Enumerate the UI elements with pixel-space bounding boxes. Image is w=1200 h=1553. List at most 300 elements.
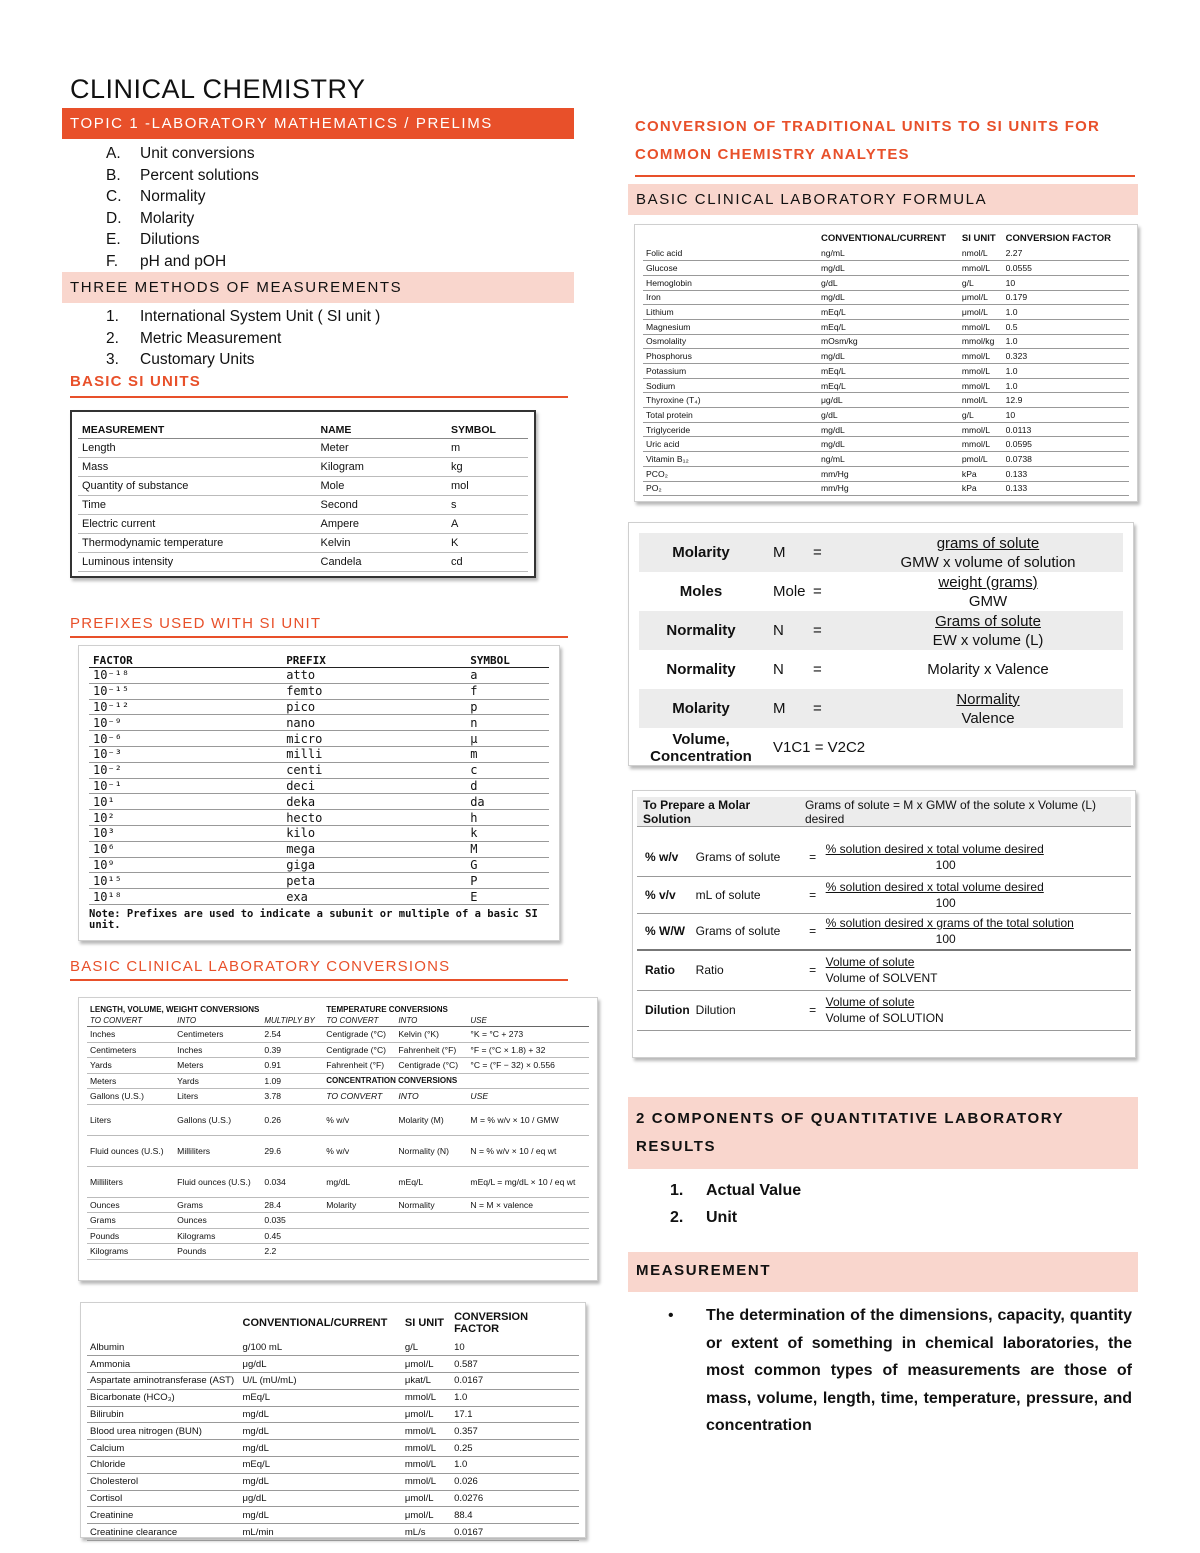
topic-item xyxy=(70,208,550,230)
table-row xyxy=(78,553,528,572)
column-header xyxy=(87,1307,240,1339)
numerator: % solution desired x total volume desired xyxy=(825,879,1044,894)
table-cell: Length xyxy=(78,439,317,458)
table-cell xyxy=(467,1228,589,1244)
table-cell: 0.026 xyxy=(451,1473,579,1490)
table-cell: 10² xyxy=(89,810,282,826)
table-cell: g/L xyxy=(959,408,1003,423)
table-row xyxy=(643,481,1129,496)
table-cell: Triglyceride xyxy=(643,422,818,437)
table-row xyxy=(87,1373,579,1390)
table-cell: μg/dL xyxy=(240,1490,402,1507)
table-cell: % w/v xyxy=(323,1104,395,1135)
table-cell: 10¹ xyxy=(89,794,282,810)
table-cell: Pounds xyxy=(174,1244,261,1260)
table-cell: 1.0 xyxy=(451,1457,579,1474)
formula-fraction xyxy=(853,533,1123,572)
percent-row xyxy=(637,839,1131,876)
table-row xyxy=(87,1058,589,1074)
basic-si-heading: BASIC SI UNITS xyxy=(70,373,568,398)
list-marker: 2. xyxy=(670,1209,684,1226)
formula-card xyxy=(628,522,1134,766)
column-header xyxy=(643,231,818,246)
table-cell: 0.0595 xyxy=(1003,437,1129,452)
table-cell: TO CONVERT xyxy=(323,1089,395,1105)
formula-row xyxy=(639,728,1123,766)
table-row xyxy=(87,1423,579,1440)
table-cell: μg/dL xyxy=(240,1356,402,1373)
table-cell: Ammonia xyxy=(87,1356,240,1373)
table-cell: 0.035 xyxy=(261,1213,323,1229)
table-cell: 10⁻² xyxy=(89,762,282,778)
table-cell: μmol/L xyxy=(402,1507,451,1524)
table-cell: °F = (°C × 1.8) + 32 xyxy=(467,1042,589,1058)
table-cell: Hemoglobin xyxy=(643,275,818,290)
denominator: GMW xyxy=(968,592,1008,610)
table-cell: nmol/L xyxy=(959,393,1003,408)
table-cell: Kelvin xyxy=(317,534,448,553)
list-marker: B. xyxy=(106,166,121,184)
table-cell: μmol/L xyxy=(402,1356,451,1373)
table-row xyxy=(78,515,528,534)
components-list xyxy=(670,1177,1110,1231)
table-cell: hecto xyxy=(282,810,466,826)
method-item xyxy=(70,306,550,328)
denominator: 100 xyxy=(935,932,956,947)
prefixes-heading: PREFIXES USED WITH SI UNIT xyxy=(70,615,568,638)
component-item xyxy=(670,1204,1110,1231)
table-cell xyxy=(323,1213,395,1229)
table-cell: mm/Hg xyxy=(818,466,959,481)
table-cell: Lithium xyxy=(643,305,818,320)
table-cell: Milliliters xyxy=(174,1135,261,1166)
list-text: Dilutions xyxy=(140,231,200,248)
formula-name: Moles xyxy=(679,583,723,600)
table-cell: p xyxy=(466,699,549,715)
table-cell: exa xyxy=(282,889,466,905)
table-cell: mEq/L = mg/dL × 10 / eq wt xyxy=(467,1166,589,1197)
table-cell: femto xyxy=(282,683,466,699)
list-marker: 3. xyxy=(106,351,119,368)
table-cell: 0.0167 xyxy=(451,1373,579,1390)
table-row xyxy=(643,305,1129,320)
table-cell: 2.27 xyxy=(1003,246,1129,261)
table-cell: μ xyxy=(466,731,549,747)
topic-item xyxy=(70,186,550,208)
table-row xyxy=(643,364,1129,379)
numerator: Grams of solute xyxy=(935,612,1041,630)
table-cell: deka xyxy=(282,794,466,810)
table-cell: Bicarbonate (HCO₃) xyxy=(87,1389,240,1406)
table-row xyxy=(78,458,528,477)
column-header: MEASUREMENT xyxy=(78,422,317,439)
table-row xyxy=(87,1457,579,1474)
table-cell: mmol/L xyxy=(959,349,1003,364)
table-cell: kPa xyxy=(959,466,1003,481)
table-cell: s xyxy=(447,496,528,515)
table-cell: 10⁻⁶ xyxy=(89,731,282,747)
table-cell: Magnesium xyxy=(643,319,818,334)
table-row xyxy=(87,1356,579,1373)
table-cell: Molarity xyxy=(323,1197,395,1213)
percent-row xyxy=(637,990,1131,1030)
percent-lhs: mL of solute xyxy=(690,876,800,913)
table-row xyxy=(89,668,549,684)
table-cell: M xyxy=(466,841,549,857)
table-cell xyxy=(467,1244,589,1260)
table-cell: f xyxy=(466,683,549,699)
column-header: TO CONVERT xyxy=(323,1015,395,1027)
formula-fraction xyxy=(853,611,1123,650)
table-cell: μkat/L xyxy=(402,1373,451,1390)
table-cell: Fahrenheit (°F) xyxy=(395,1042,467,1058)
equals-sign: = xyxy=(800,839,826,876)
table-row xyxy=(643,466,1129,481)
table-cell: USE xyxy=(467,1089,589,1105)
list-text: Unit xyxy=(706,1209,738,1226)
table-cell: milli xyxy=(282,746,466,762)
table-cell: μg/dL xyxy=(818,393,959,408)
table-cell: Fluid ounces (U.S.) xyxy=(174,1166,261,1197)
table-cell: Creatinine xyxy=(87,1507,240,1524)
table-cell: Ampere xyxy=(317,515,448,534)
component-item xyxy=(670,1177,1110,1204)
table-cell: mmol/L xyxy=(959,422,1003,437)
molar-label: To Prepare a Molar Solution xyxy=(643,797,751,826)
measurement-heading: MEASUREMENT xyxy=(628,1252,1138,1292)
prefix-table-card xyxy=(78,645,560,941)
table-cell: 3.78 xyxy=(261,1089,323,1105)
basic-si-table xyxy=(78,422,528,572)
list-text: Normality xyxy=(140,188,206,205)
section-title: LENGTH, VOLUME, WEIGHT CONVERSIONS xyxy=(90,1005,260,1014)
formula-name: Molarity xyxy=(639,689,763,728)
table-cell: N = M × valence xyxy=(467,1197,589,1213)
table-row xyxy=(87,1073,589,1089)
table-cell: mEq/L xyxy=(395,1166,467,1197)
table-row xyxy=(87,1213,589,1229)
table-cell: 0.179 xyxy=(1003,290,1129,305)
table-cell: 0.323 xyxy=(1003,349,1129,364)
table-cell: Milliliters xyxy=(87,1166,174,1197)
percent-fraction xyxy=(826,876,1131,913)
table-cell: Thermodynamic temperature xyxy=(78,534,317,553)
table-cell: 10⁶ xyxy=(89,841,282,857)
table-cell: mmol/L xyxy=(402,1423,451,1440)
table-cell: n xyxy=(466,715,549,731)
table-row xyxy=(643,334,1129,349)
table-row xyxy=(87,1089,589,1105)
formula-fraction xyxy=(853,650,1123,689)
list-text: Unit conversions xyxy=(140,145,255,162)
table-cell: Quantity of substance xyxy=(78,477,317,496)
table-cell: 10⁻³ xyxy=(89,746,282,762)
table-row xyxy=(89,794,549,810)
list-text: Percent solutions xyxy=(140,166,259,184)
table-cell: 10¹⁸ xyxy=(89,889,282,905)
table-cell: 1.0 xyxy=(1003,364,1129,379)
formula-symbol: N xyxy=(773,661,784,678)
formula-row xyxy=(639,689,1123,728)
table-cell: giga xyxy=(282,857,466,873)
table-cell: N = % w/v × 10 / eq wt xyxy=(467,1135,589,1166)
numerator: Volume of solute xyxy=(825,995,915,1009)
table-row xyxy=(89,841,549,857)
percent-row xyxy=(637,950,1131,990)
table-cell: g/L xyxy=(402,1339,451,1356)
table-cell: 0.0167 xyxy=(451,1524,579,1541)
list-marker: 2. xyxy=(106,329,119,347)
table-cell: Blood urea nitrogen (BUN) xyxy=(87,1423,240,1440)
formula-name: Volume, Concentration xyxy=(650,730,752,765)
prefix-table xyxy=(89,654,549,905)
topic-item xyxy=(70,251,550,273)
percent-name: % v/v xyxy=(637,876,690,913)
table-cell: Centigrade (°C) xyxy=(395,1058,467,1074)
table-cell: μmol/L xyxy=(402,1406,451,1423)
table-cell: U/L (mU/mL) xyxy=(240,1373,402,1390)
table-cell: mmol/L xyxy=(402,1440,451,1457)
table-cell: 0.5 xyxy=(1003,319,1129,334)
table-cell: 0.587 xyxy=(451,1356,579,1373)
table-cell: mEq/L xyxy=(818,305,959,320)
table-cell: G xyxy=(466,857,549,873)
table-cell: K xyxy=(447,534,528,553)
table-cell xyxy=(395,1244,467,1260)
table-cell: micro xyxy=(282,731,466,747)
formula-name: Normality xyxy=(639,611,763,650)
list-marker: F. xyxy=(106,252,119,270)
table-cell: Sodium xyxy=(643,378,818,393)
table-cell: 0.25 xyxy=(451,1440,579,1457)
table-cell: mmol/L xyxy=(959,261,1003,276)
table-cell: 0.39 xyxy=(261,1042,323,1058)
formula-row xyxy=(639,572,1123,611)
percent-name: Dilution xyxy=(637,990,690,1030)
table-cell: 1.0 xyxy=(1003,305,1129,320)
table-row xyxy=(643,422,1129,437)
table-row xyxy=(89,699,549,715)
denominator: EW x volume (L) xyxy=(932,631,1044,649)
table-cell: Total protein xyxy=(643,408,818,423)
topic-item xyxy=(70,143,550,165)
components-heading: 2 COMPONENTS OF QUANTITATIVE LABORATORY RESULTS xyxy=(628,1097,1138,1169)
table-cell: 1.0 xyxy=(1003,378,1129,393)
table-cell: mg/dL xyxy=(240,1406,402,1423)
numerator: Normality xyxy=(956,690,1020,708)
table-row xyxy=(89,857,549,873)
table-cell: h xyxy=(466,810,549,826)
table-cell: da xyxy=(466,794,549,810)
table-row xyxy=(87,1524,579,1541)
table-row xyxy=(89,825,549,841)
table-cell xyxy=(395,1213,467,1229)
table-cell: Centimeters xyxy=(87,1042,174,1058)
percent-lhs: Ratio xyxy=(690,950,800,990)
percent-table xyxy=(637,839,1131,1031)
table-cell: Mole xyxy=(317,477,448,496)
measurement-text: The determination of the dimensions, capacity, quantity or extent of something in chemical laboratories, the most common types of measurements are those of mass, volume, length, time, temperature, pressure, and concentration xyxy=(706,1307,1132,1434)
table-cell: M = % w/v × 10 / GMW xyxy=(467,1104,589,1135)
topic-list xyxy=(70,143,550,272)
table-cell: atto xyxy=(282,668,466,684)
table-cell: mEq/L xyxy=(818,378,959,393)
table-cell: Ounces xyxy=(87,1197,174,1213)
table-cell: Inches xyxy=(87,1027,174,1043)
table-cell: mOsm/kg xyxy=(818,334,959,349)
table-cell: Iron xyxy=(643,290,818,305)
column-header: USE xyxy=(467,1015,589,1027)
table-cell: 10⁹ xyxy=(89,857,282,873)
table-row xyxy=(89,731,549,747)
table-row xyxy=(87,1197,589,1213)
percent-fraction xyxy=(826,990,1131,1030)
table-cell: mg/dL xyxy=(818,290,959,305)
table-cell: Meters xyxy=(87,1073,174,1089)
table-row xyxy=(87,1440,579,1457)
table-cell xyxy=(323,1244,395,1260)
table-row xyxy=(87,1244,589,1260)
table-row xyxy=(89,746,549,762)
percent-card xyxy=(632,790,1136,1058)
table-cell: k xyxy=(466,825,549,841)
table-row xyxy=(643,452,1129,467)
table-cell: pmol/L xyxy=(959,452,1003,467)
formula-name: Molarity xyxy=(639,533,763,572)
formula-row xyxy=(639,533,1123,572)
table-row xyxy=(78,477,528,496)
table-cell: g/L xyxy=(959,275,1003,290)
table-cell: mEq/L xyxy=(818,319,959,334)
table-cell: mL/min xyxy=(240,1524,402,1541)
list-text: Molarity xyxy=(140,209,195,227)
table-cell: Yards xyxy=(174,1073,261,1089)
table-cell: Grams xyxy=(174,1197,261,1213)
column-header: SI UNIT xyxy=(961,233,996,244)
analyte-table-2 xyxy=(643,231,1129,496)
table-cell: Calcium xyxy=(87,1440,240,1457)
table-cell: 1.0 xyxy=(451,1389,579,1406)
table-cell: 0.0113 xyxy=(1003,422,1129,437)
table-cell xyxy=(323,1228,395,1244)
table-cell: PO₂ xyxy=(643,481,818,496)
column-header: SYMBOL xyxy=(447,422,528,439)
table-cell: Liters xyxy=(174,1089,261,1105)
table-cell: Potassium xyxy=(643,364,818,379)
column-header: SYMBOL xyxy=(466,654,549,668)
list-text: Metric Measurement xyxy=(140,329,282,347)
table-cell: deci xyxy=(282,778,466,794)
table-cell: Inches xyxy=(174,1042,261,1058)
numerator: grams of solute xyxy=(936,534,1040,552)
table-cell: kg xyxy=(447,458,528,477)
table-cell: ng/mL xyxy=(818,452,959,467)
table-cell: 1.09 xyxy=(261,1073,323,1089)
list-marker: E. xyxy=(106,231,121,248)
table-cell: mg/dL xyxy=(240,1473,402,1490)
table-cell: kPa xyxy=(959,481,1003,496)
column-header: CONVENTIONAL/CURRENT xyxy=(242,1317,388,1329)
analyte-table-1-card xyxy=(80,1302,586,1538)
table-cell: mEq/L xyxy=(240,1457,402,1474)
table-cell: Pounds xyxy=(87,1228,174,1244)
denominator: 100 xyxy=(935,858,956,873)
list-text: Actual Value xyxy=(706,1182,802,1199)
table-cell: 0.034 xyxy=(261,1166,323,1197)
equals-sign: = xyxy=(813,661,822,678)
table-cell: peta xyxy=(282,873,466,889)
equals-sign: = xyxy=(813,533,853,572)
table-cell: 2.2 xyxy=(261,1244,323,1260)
percent-name: % w/v xyxy=(637,839,690,876)
conversions-card xyxy=(78,997,598,1281)
denominator: Volume of SOLUTION xyxy=(825,1011,944,1025)
table-row xyxy=(78,496,528,515)
table-cell: Creatinine clearance xyxy=(87,1524,240,1541)
conversion-title-row xyxy=(87,1004,589,1015)
table-cell: Aspartate aminotransferase (AST) xyxy=(87,1373,240,1390)
table-cell: 28.4 xyxy=(261,1197,323,1213)
list-marker: 1. xyxy=(106,308,119,325)
equals-sign: = xyxy=(800,876,826,913)
table-row xyxy=(87,1490,579,1507)
column-header: TO CONVERT xyxy=(87,1015,174,1027)
table-cell: Cholesterol xyxy=(87,1473,240,1490)
prefix-note: Note: Prefixes are used to indicate a subunit or multiple of a basic SI unit. xyxy=(89,907,538,931)
table-cell: g/dL xyxy=(818,275,959,290)
formula-fraction xyxy=(853,572,1123,611)
table-cell: 0.0738 xyxy=(1003,452,1129,467)
table-cell: 0.0555 xyxy=(1003,261,1129,276)
denominator: Volume of SOLVENT xyxy=(825,971,938,986)
table-cell: P xyxy=(466,873,549,889)
percent-lhs: Grams of solute xyxy=(690,839,800,876)
table-cell: mol xyxy=(447,477,528,496)
table-cell: A xyxy=(447,515,528,534)
table-cell: 17.1 xyxy=(451,1406,579,1423)
table-cell: mega xyxy=(282,841,466,857)
column-header: FACTOR xyxy=(89,654,282,668)
table-cell: mL/s xyxy=(402,1524,451,1541)
table-cell: Bilirubin xyxy=(87,1406,240,1423)
table-cell: mmol/L xyxy=(402,1389,451,1406)
table-cell: mmol/L xyxy=(402,1457,451,1474)
molar-solution-row xyxy=(637,797,1131,827)
table-cell: a xyxy=(466,668,549,684)
column-header: CONVERSION FACTOR xyxy=(1005,233,1112,244)
equals-sign: = xyxy=(813,689,853,728)
table-row xyxy=(643,408,1129,423)
table-cell xyxy=(467,1213,589,1229)
table-row xyxy=(89,810,549,826)
table-cell: Kilogram xyxy=(317,458,448,477)
table-cell: 1.0 xyxy=(1003,334,1129,349)
table-cell: 10 xyxy=(451,1339,579,1356)
table-cell: d xyxy=(466,778,549,794)
table-cell: Gallons (U.S.) xyxy=(174,1104,261,1135)
table-cell: % w/v xyxy=(323,1135,395,1166)
table-cell: mg/dL xyxy=(818,422,959,437)
table-cell: Centigrade (°C) xyxy=(323,1027,395,1043)
percent-row xyxy=(637,876,1131,913)
column-header: NAME xyxy=(317,422,448,439)
list-text: pH and pOH xyxy=(140,252,227,270)
table-row xyxy=(89,889,549,905)
table-cell: mmol/L xyxy=(959,364,1003,379)
column-header: CONVERSION FACTOR xyxy=(454,1311,529,1335)
list-text: International System Unit ( SI unit ) xyxy=(140,308,381,325)
table-cell: CONCENTRATION CONVERSIONS xyxy=(323,1073,589,1089)
